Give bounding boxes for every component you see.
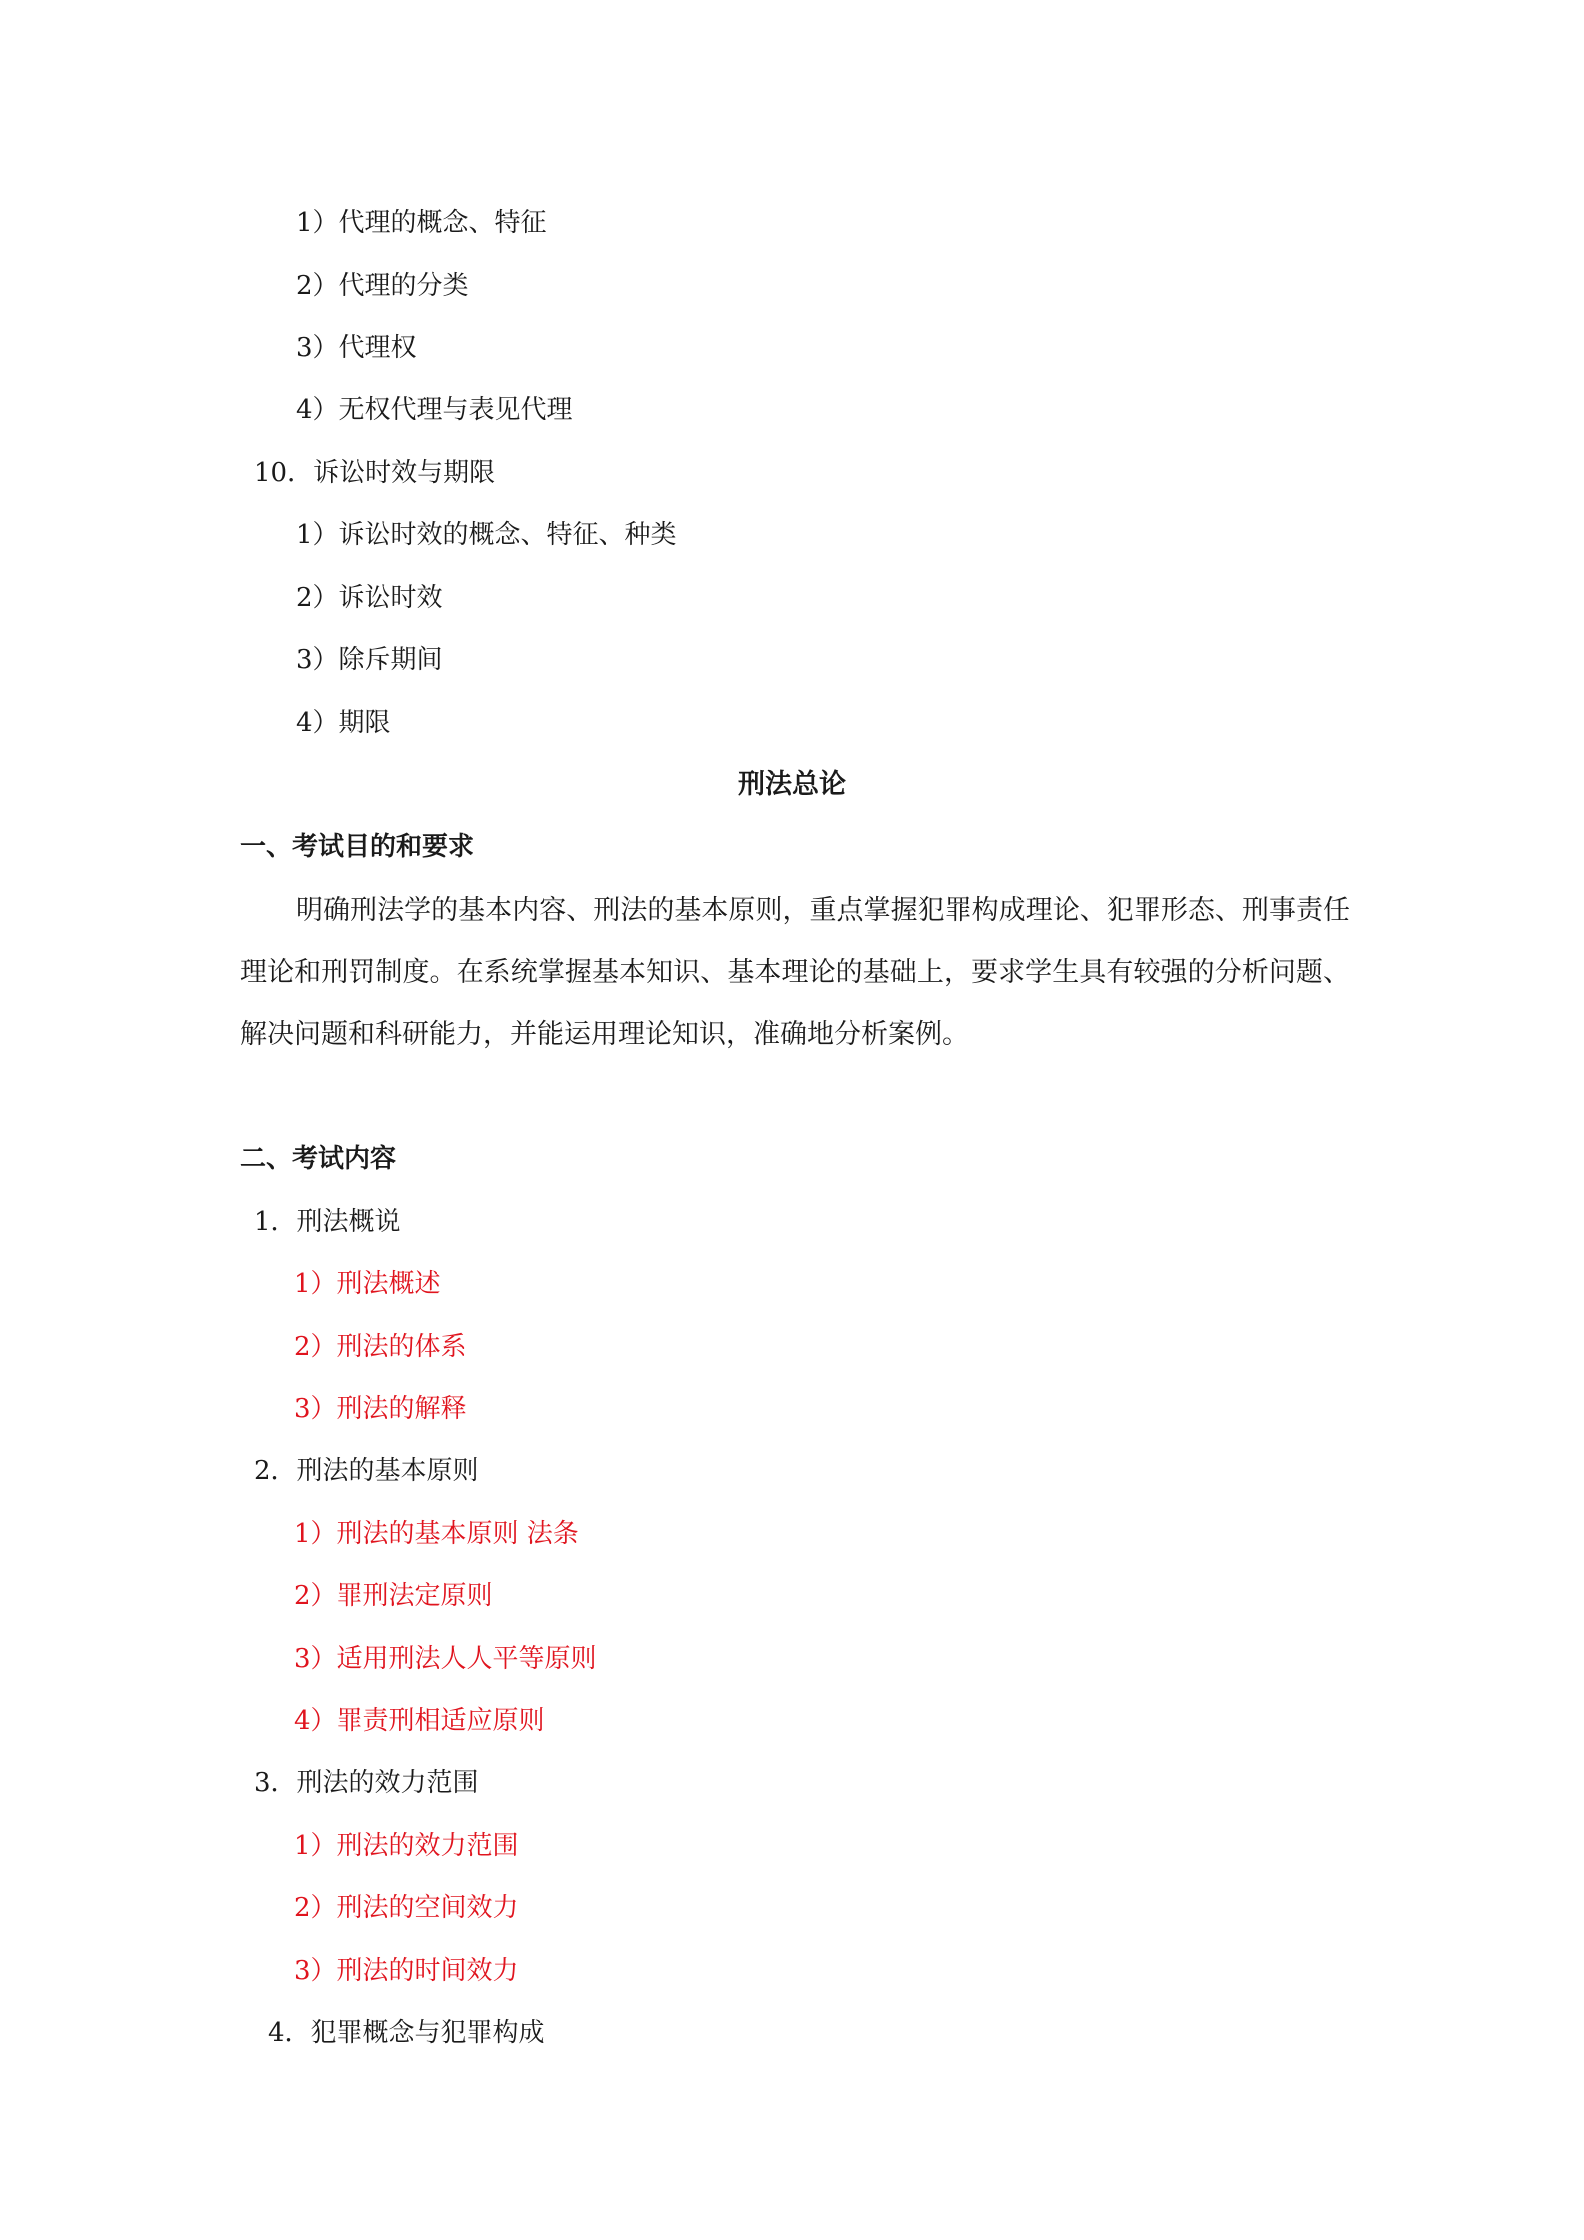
list-item: 2）罪刑法定原则 [294,1581,493,1611]
topic-heading: 4．犯罪概念与犯罪构成 [268,2018,545,2048]
list-item: 2）诉讼时效 [296,583,443,613]
list-item: 1）刑法的效力范围 [294,1831,519,1861]
list-item: 1）诉讼时效的概念、特征、种类 [296,520,677,550]
list-item: 3）除斥期间 [296,645,443,675]
list-item: 1）刑法概述 [294,1269,441,1299]
topic-heading: 10．诉讼时效与期限 [254,458,496,488]
list-item: 3）刑法的时间效力 [294,1956,519,1986]
section-heading: 一、考试目的和要求 [240,832,475,862]
list-item: 4）期限 [296,708,391,738]
section-heading: 二、考试内容 [240,1144,397,1174]
list-item: 3）代理权 [296,333,417,363]
topic-heading: 3．刑法的效力范围 [254,1768,479,1798]
list-item: 4）罪责刑相适应原则 [294,1706,545,1736]
page-title: 刑法总论 [738,769,846,800]
list-item: 2）刑法的空间效力 [294,1893,519,1923]
topic-heading: 2．刑法的基本原则 [254,1456,479,1486]
list-item: 1）刑法的基本原则 法条 [294,1519,579,1549]
list-item: 3）适用刑法人人平等原则 [294,1644,597,1674]
list-item: 1）代理的概念、特征 [296,208,547,238]
section-paragraph: 明确刑法学的基本内容、刑法的基本原则，重点掌握犯罪构成理论、犯罪形态、刑事责任理论和刑罚制度。在系统掌握基本知识、基本理论的基础上，要求学生具有较强的分析问题、解决问题和科研能力，并能运用理论知识，准确地分析案例。 [240,895,1350,1050]
list-item: 2）代理的分类 [296,271,469,301]
topic-heading: 1．刑法概说 [254,1207,401,1237]
list-item: 3）刑法的解释 [294,1394,467,1424]
list-item: 4）无权代理与表见代理 [296,395,573,425]
list-item: 2）刑法的体系 [294,1332,467,1362]
